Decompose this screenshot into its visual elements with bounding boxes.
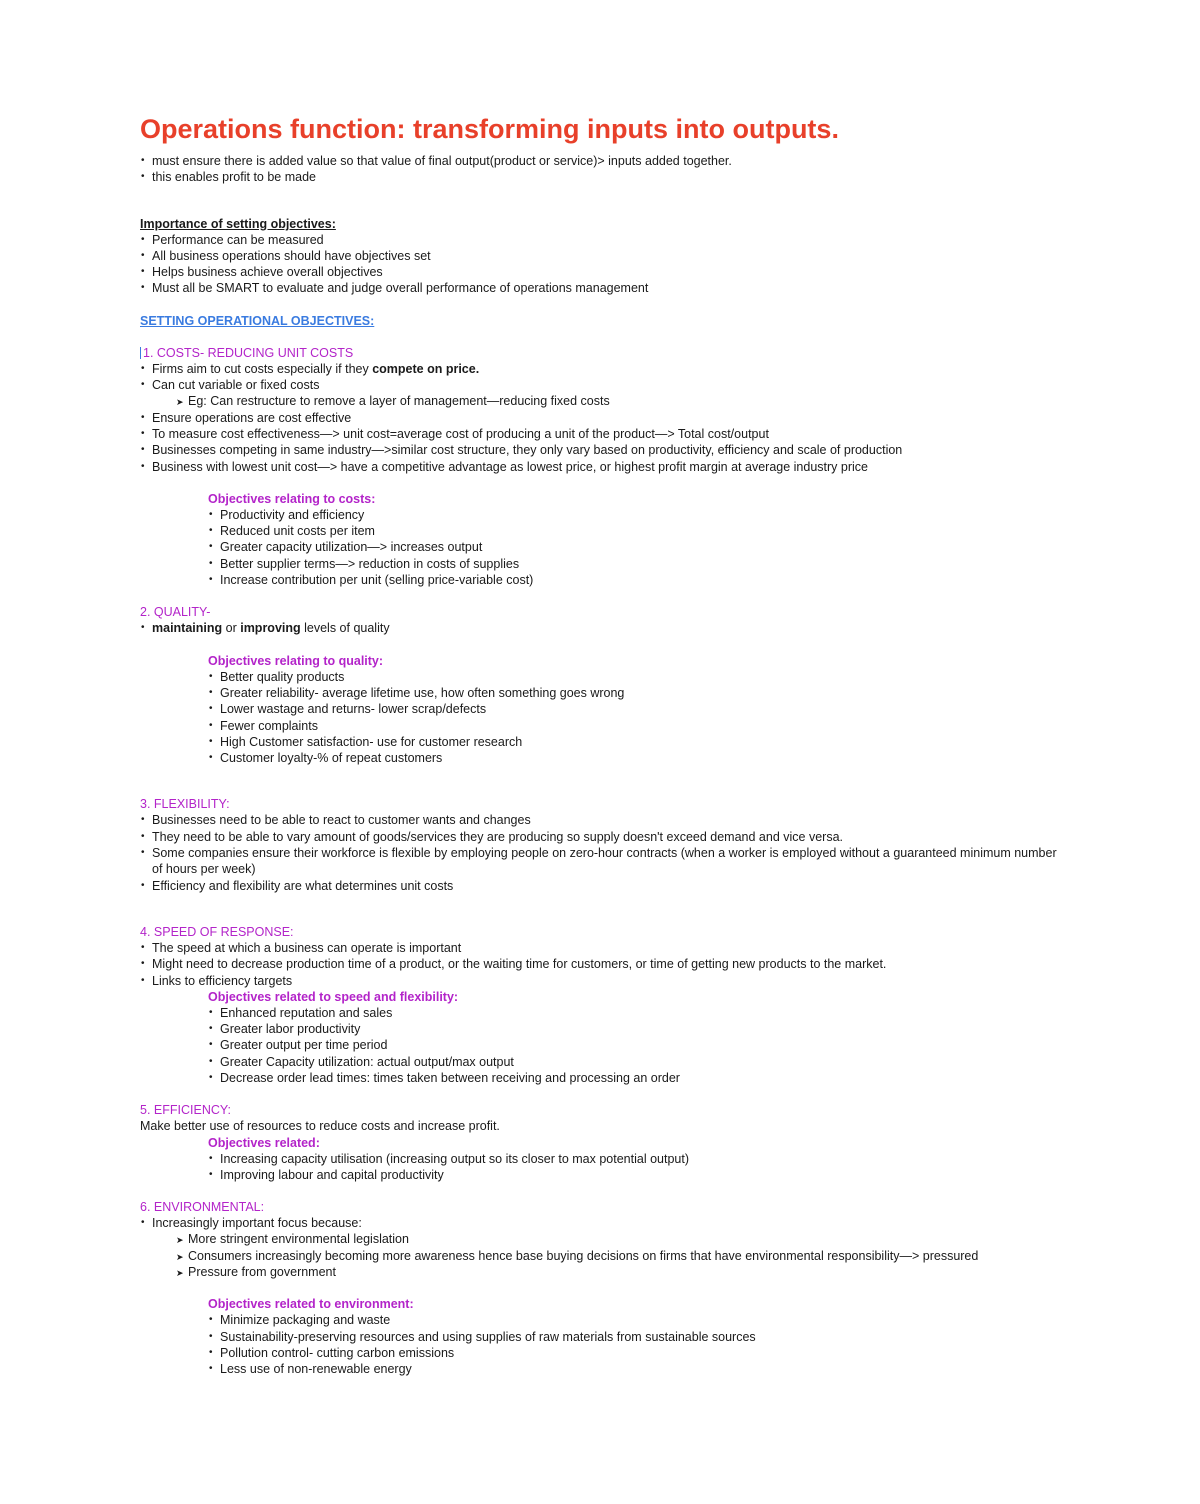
costs-objective: • Productivity and efficiency xyxy=(208,507,1070,523)
efficiency-objective: • Increasing capacity utilisation (increasing output so its closer to max potential output) xyxy=(208,1151,1070,1167)
arrow-bullet-icon: ➤ xyxy=(176,397,184,408)
importance-heading: Importance of setting objectives: xyxy=(140,216,336,231)
costs-bullet: • To measure cost effectiveness—> unit cost=average cost of producing a unit of the product—> Total cost/output xyxy=(140,426,1070,442)
speed-objective: • Decrease order lead times: times taken between receiving and processing an order xyxy=(208,1070,1070,1086)
quality-bullet: • maintaining or improving levels of quality xyxy=(140,620,1070,636)
flexibility-bullet: • Businesses need to be able to react to customer wants and changes xyxy=(140,812,1070,828)
importance-item: • Helps business achieve overall objectives xyxy=(140,264,1070,280)
flexibility-bullet: • Some companies ensure their workforce is flexible by employing people on zero-hour contracts (when a worker is employed without a guaranteed minimum number of hours per week) xyxy=(140,845,1057,878)
environmental-bullet: • Increasingly important focus because: xyxy=(140,1215,1070,1231)
quality-objective: • Better quality products xyxy=(208,669,1070,685)
flexibility-bullet: • Efficiency and flexibility are what determines unit costs xyxy=(140,878,1070,894)
speed-objective: • Enhanced reputation and sales xyxy=(208,1005,1070,1021)
costs-objective: • Reduced unit costs per item xyxy=(208,523,1070,539)
importance-item: • Performance can be measured xyxy=(140,232,1070,248)
speed-objective: • Greater Capacity utilization: actual output/max output xyxy=(208,1054,1070,1070)
costs-bullet: • Can cut variable or fixed costs xyxy=(140,377,1070,393)
efficiency-objective: • Improving labour and capital productivity xyxy=(208,1167,1070,1183)
environmental-sub-bullet: ➤ More stringent environmental legislation xyxy=(140,1231,1070,1247)
speed-bullet: • Might need to decrease production time of a product, or the waiting time for customers, or time of getting new products to the market. xyxy=(140,956,1070,972)
arrow-bullet-icon: ➤ xyxy=(176,1235,184,1246)
costs-objective: • Increase contribution per unit (selling price-variable cost) xyxy=(208,572,1070,588)
costs-sub-bullet: ➤ Eg: Can restructure to remove a layer of management—reducing fixed costs xyxy=(140,393,1070,409)
quality-objective: • Customer loyalty-% of repeat customers xyxy=(208,750,1070,766)
setting-objectives-heading: SETTING OPERATIONAL OBJECTIVES: xyxy=(140,313,375,328)
costs-bullet: • Firms aim to cut costs especially if they compete on price. xyxy=(140,361,1070,377)
costs-objective: • Greater capacity utilization—> increases output xyxy=(208,539,1070,555)
costs-objective: • Better supplier terms—> reduction in costs of supplies xyxy=(208,556,1070,572)
document-page xyxy=(140,112,1070,1378)
speed-heading: 4. SPEED OF RESPONSE: xyxy=(140,924,294,939)
environmental-heading: 6. ENVIRONMENTAL: xyxy=(140,1200,265,1215)
importance-item: • Must all be SMART to evaluate and judge overall performance of operations management xyxy=(140,280,1070,296)
speed-objectives-heading: Objectives related to speed and flexibility: xyxy=(208,989,459,1004)
page-title: Operations function: transforming inputs into outputs. xyxy=(140,114,839,144)
environment-objectives-heading: Objectives related to environment: xyxy=(208,1297,414,1312)
quality-objective: • Lower wastage and returns- lower scrap/defects xyxy=(208,701,1070,717)
importance-item: • All business operations should have objectives set xyxy=(140,248,1070,264)
intro-bullet-2: • this enables profit to be made xyxy=(140,169,1070,185)
flexibility-heading: 3. FLEXIBILITY: xyxy=(140,797,230,812)
speed-objective: • Greater output per time period xyxy=(208,1037,1070,1053)
speed-objective: • Greater labor productivity xyxy=(208,1021,1070,1037)
quality-objective: • Fewer complaints xyxy=(208,718,1070,734)
quality-heading: 2. QUALITY- xyxy=(140,605,211,620)
environment-objective: • Sustainability-preserving resources and using supplies of raw materials from sustainable sources xyxy=(208,1329,1070,1345)
costs-bullet: • Businesses competing in same industry—>similar cost structure, they only vary based on productivity, efficiency and scale of production xyxy=(140,442,1070,458)
flexibility-bullet: • They need to be able to vary amount of goods/services they are producing so supply doesn't exceed demand and vice versa. xyxy=(140,829,1070,845)
quality-objectives-heading: Objectives relating to quality: xyxy=(208,653,384,668)
arrow-bullet-icon: ➤ xyxy=(176,1251,184,1262)
intro-bullet-1: • must ensure there is added value so that value of final output(product or service)> inputs added together. xyxy=(140,153,1070,169)
quality-objective: • High Customer satisfaction- use for customer research xyxy=(208,734,1070,750)
costs-bullet: • Ensure operations are cost effective xyxy=(140,410,1070,426)
environmental-sub-bullet: ➤ Pressure from government xyxy=(140,1264,1070,1280)
environmental-sub-bullet: ➤ Consumers increasingly becoming more awareness hence base buying decisions on firms that have environmental responsibility—> pressured xyxy=(140,1248,1070,1264)
speed-bullet: • The speed at which a business can operate is important xyxy=(140,940,1070,956)
speed-bullet: • Links to efficiency targets xyxy=(140,973,1070,989)
efficiency-objectives-heading: Objectives related: xyxy=(208,1135,320,1150)
arrow-bullet-icon: ➤ xyxy=(176,1268,184,1279)
environment-objective: • Pollution control- cutting carbon emissions xyxy=(208,1345,1070,1361)
text-cursor xyxy=(140,347,141,359)
costs-objectives-heading: Objectives relating to costs: xyxy=(208,491,376,506)
quality-objective: • Greater reliability- average lifetime use, how often something goes wrong xyxy=(208,685,1070,701)
environment-objective: • Less use of non-renewable energy xyxy=(208,1361,1070,1377)
environment-objective: • Minimize packaging and waste xyxy=(208,1312,1070,1328)
efficiency-heading: 5. EFFICIENCY: xyxy=(140,1103,231,1118)
costs-bullet: • Business with lowest unit cost—> have a competitive advantage as lowest price, or highest profit margin at average industry price xyxy=(140,459,1070,475)
costs-heading: 1. COSTS- REDUCING UNIT COSTS xyxy=(140,345,1070,361)
efficiency-text: Make better use of resources to reduce costs and increase profit. xyxy=(140,1119,500,1134)
